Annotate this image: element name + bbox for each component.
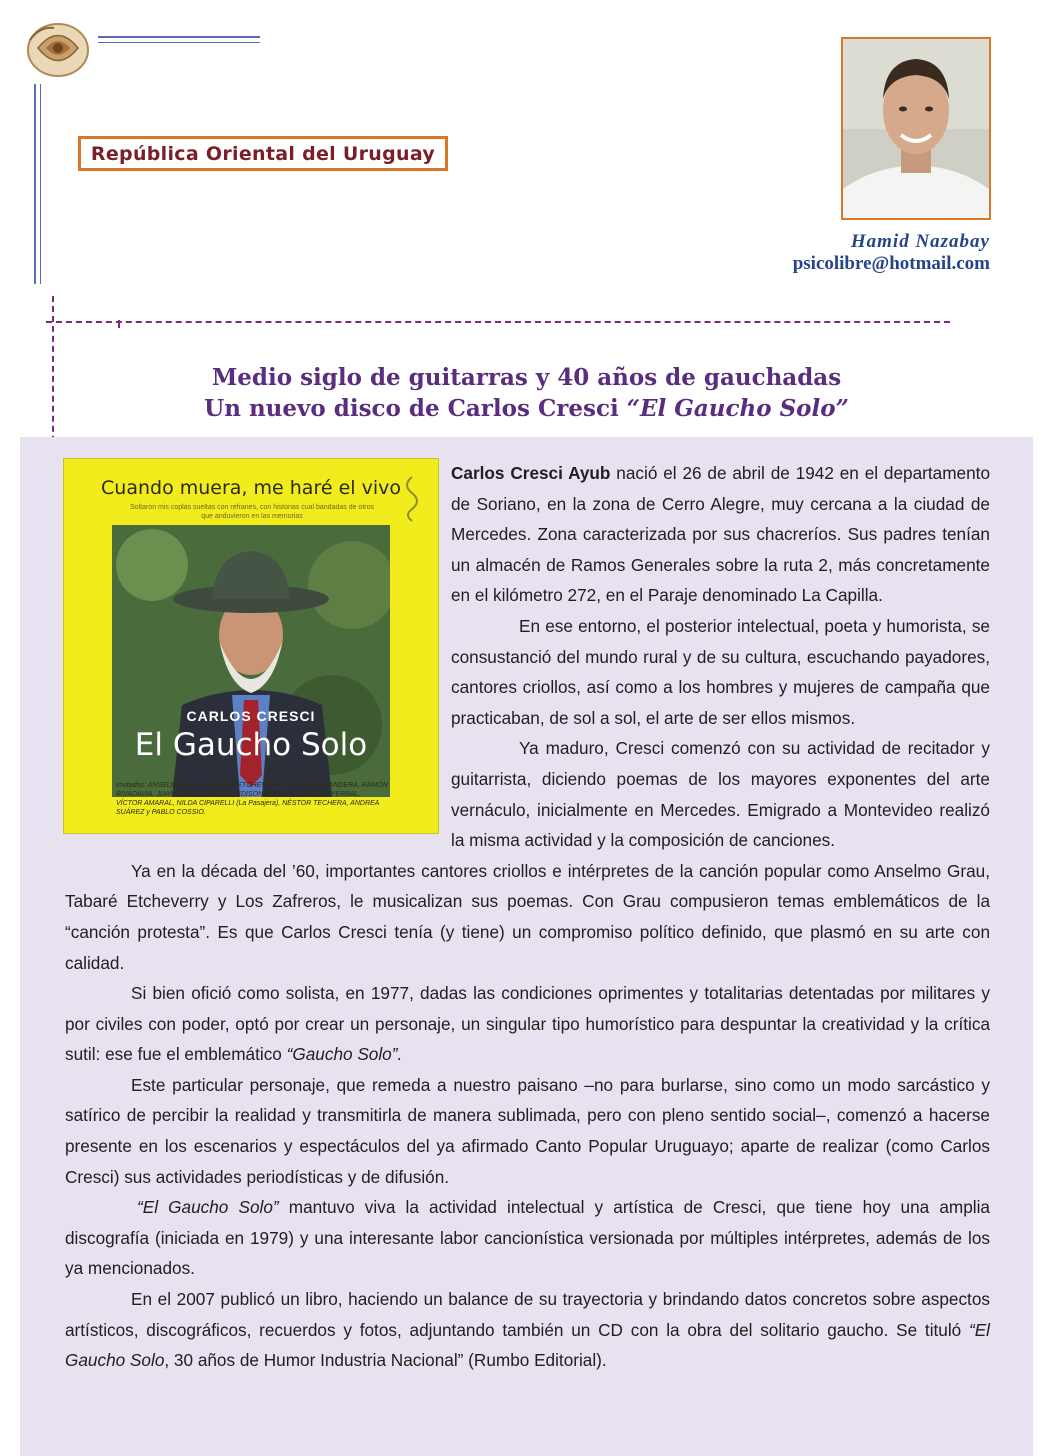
header-rule-top-thin <box>98 42 260 43</box>
author-name: Hamid Nazabay <box>850 231 990 252</box>
paragraph-1-text: nació el 26 de abril de 1942 en el departamento de Soriano, en la zona de Cerro Alegre, muy cercana a la ciudad de Mercedes. Zona caracterizada por sus chacreríos. Sus padres tenían un almacén de Ramos Generales sobre la ruta 2, más concretamente en el kilómetro 272, en el Paraje denominado La Capilla. <box>451 463 990 606</box>
title-line-2 <box>0 393 1053 424</box>
author-email: psicolibre@hotmail.com <box>792 253 990 274</box>
article-body <box>65 458 990 1376</box>
cover-top-text: Cuando muera, me haré el vivo <box>101 477 401 499</box>
country-label: República Oriental del Uruguay <box>78 136 448 171</box>
paragraph-8-text: En el 2007 publicó un libro, haciendo un balance de su trayectoria y brindando datos concretos sobre aspectos artísticos, discográficos, recuerdos y fotos, adjuntando también un CD con la obra del solitario gaucho. Se tituló <box>65 1289 990 1340</box>
author-photo <box>841 37 991 220</box>
header-rule-left-thin <box>40 84 41 284</box>
paragraph-7-italic: “El Gaucho Solo” <box>137 1197 279 1218</box>
paragraph-4: Ya en la década del ’60, importantes cantores criollos e intérpretes de la canción popular como Anselmo Grau, Tabaré Etcheverry y Los Zafreros, le musicalizan sus poemas. Con Grau compusieron temas emblemáticos de la “canción protesta”. Es que Carlos Cresci tenía (y tiene) un compromiso político definido, que plasmó en su arte con calidad. <box>65 860 990 973</box>
paragraph-7 <box>65 1192 990 1284</box>
paragraph-6: Este particular personaje, que remeda a nuestro paisano –no para burlarse, sino como un modo sarcástico y satírico de percibir la realidad y transmitirla de manera sublimada, pero con pleno sentido social–, comenzó a hacerse presente en los escenarios y espectáculos del ya afirmado Canto Popular Uruguayo; aparte de realizar (como Carlos Cresci) sus actividades periodísticas y de difusión. <box>65 1074 990 1187</box>
cover-album-title: El Gaucho Solo <box>134 727 368 763</box>
paragraph-8-end: , 30 años de Humor Industria Nacional” (Rumbo Editorial). <box>164 1350 607 1371</box>
paragraph-3: Ya maduro, Cresci comenzó con su actividad de recitador y guitarrista, diciendo poemas de los mayores exponentes del arte vernáculo, inicialmente en Mercedes. Emigrado a Montevideo realizó la misma actividad y la composición de canciones. <box>451 738 990 851</box>
decorative-seed-logo <box>18 18 98 80</box>
paragraph-7-text: mantuvo viva la actividad intelectual y artística de Cresci, que tiene hoy una amplia discografía (iniciada en 1979) y una interesante labor cancionística versionada por múltiples intérpretes, además de los ya mencionados. <box>65 1197 990 1279</box>
dashed-rule-horizontal <box>46 321 950 323</box>
paragraph-5 <box>65 978 990 1070</box>
title-line-2-italic: “El Gaucho Solo” <box>626 395 849 422</box>
paragraph-2: En ese entorno, el posterior intelectual, poeta y humorista, se consustanció del mundo rural y de su cultura, escuchando payadores, cantores criollos, así como a los hombres y mujeres de campaña que practicaban, de sol a sol, el arte de ser ellos mismos. <box>451 615 990 728</box>
title-line-2-text: Un nuevo disco de Carlos Cresci <box>204 395 627 422</box>
cover-float-space <box>65 458 451 834</box>
paragraph-5-italic: “Gaucho Solo”. <box>286 1044 403 1065</box>
cover-guests: Invitados: ANSELMO GRAU, TABARÉ ETCHEVERRY, CACHO LABANDERA, RAMÓN RIVADAVIA, JUAN JOSÉ DE MELLO, EDISON BORDÓN, LOS DEL YERBAL, VÍCTOR AMARAL, NILDA CIPARELLI (La Pasajera), NÉSTOR TECHERA, ANDREA SUÁREZ y PABLO COSSIO. <box>116 782 388 816</box>
article-title <box>0 362 1053 424</box>
header-rule-top <box>98 36 260 38</box>
cover-subtitle: Soltaron mis coplas sueltas con refranes, con historias cual bandadas de otros que anduvieron en las memorias <box>130 504 374 520</box>
subject-name: Carlos Cresci Ayub <box>451 463 611 483</box>
paragraph-5-text: Si bien ofició como solista, en 1977, dadas las condiciones oprimentes y totalitarias detentadas por militares y por civiles con poder, optó por crear un personaje, un singular tipo humorístico para despuntar la creatividad y la crítica sutil: ese fue el emblemático <box>65 983 990 1065</box>
paragraph-8 <box>65 1284 990 1376</box>
paragraph-8-italic: “El Gaucho Solo <box>65 1319 990 1371</box>
title-line-1: Medio siglo de guitarras y 40 años de gauchadas <box>211 364 842 391</box>
cover-artist: CARLOS CRESCI <box>186 708 316 724</box>
dashed-rule-tick <box>118 320 120 328</box>
header-rule-left <box>34 84 36 284</box>
